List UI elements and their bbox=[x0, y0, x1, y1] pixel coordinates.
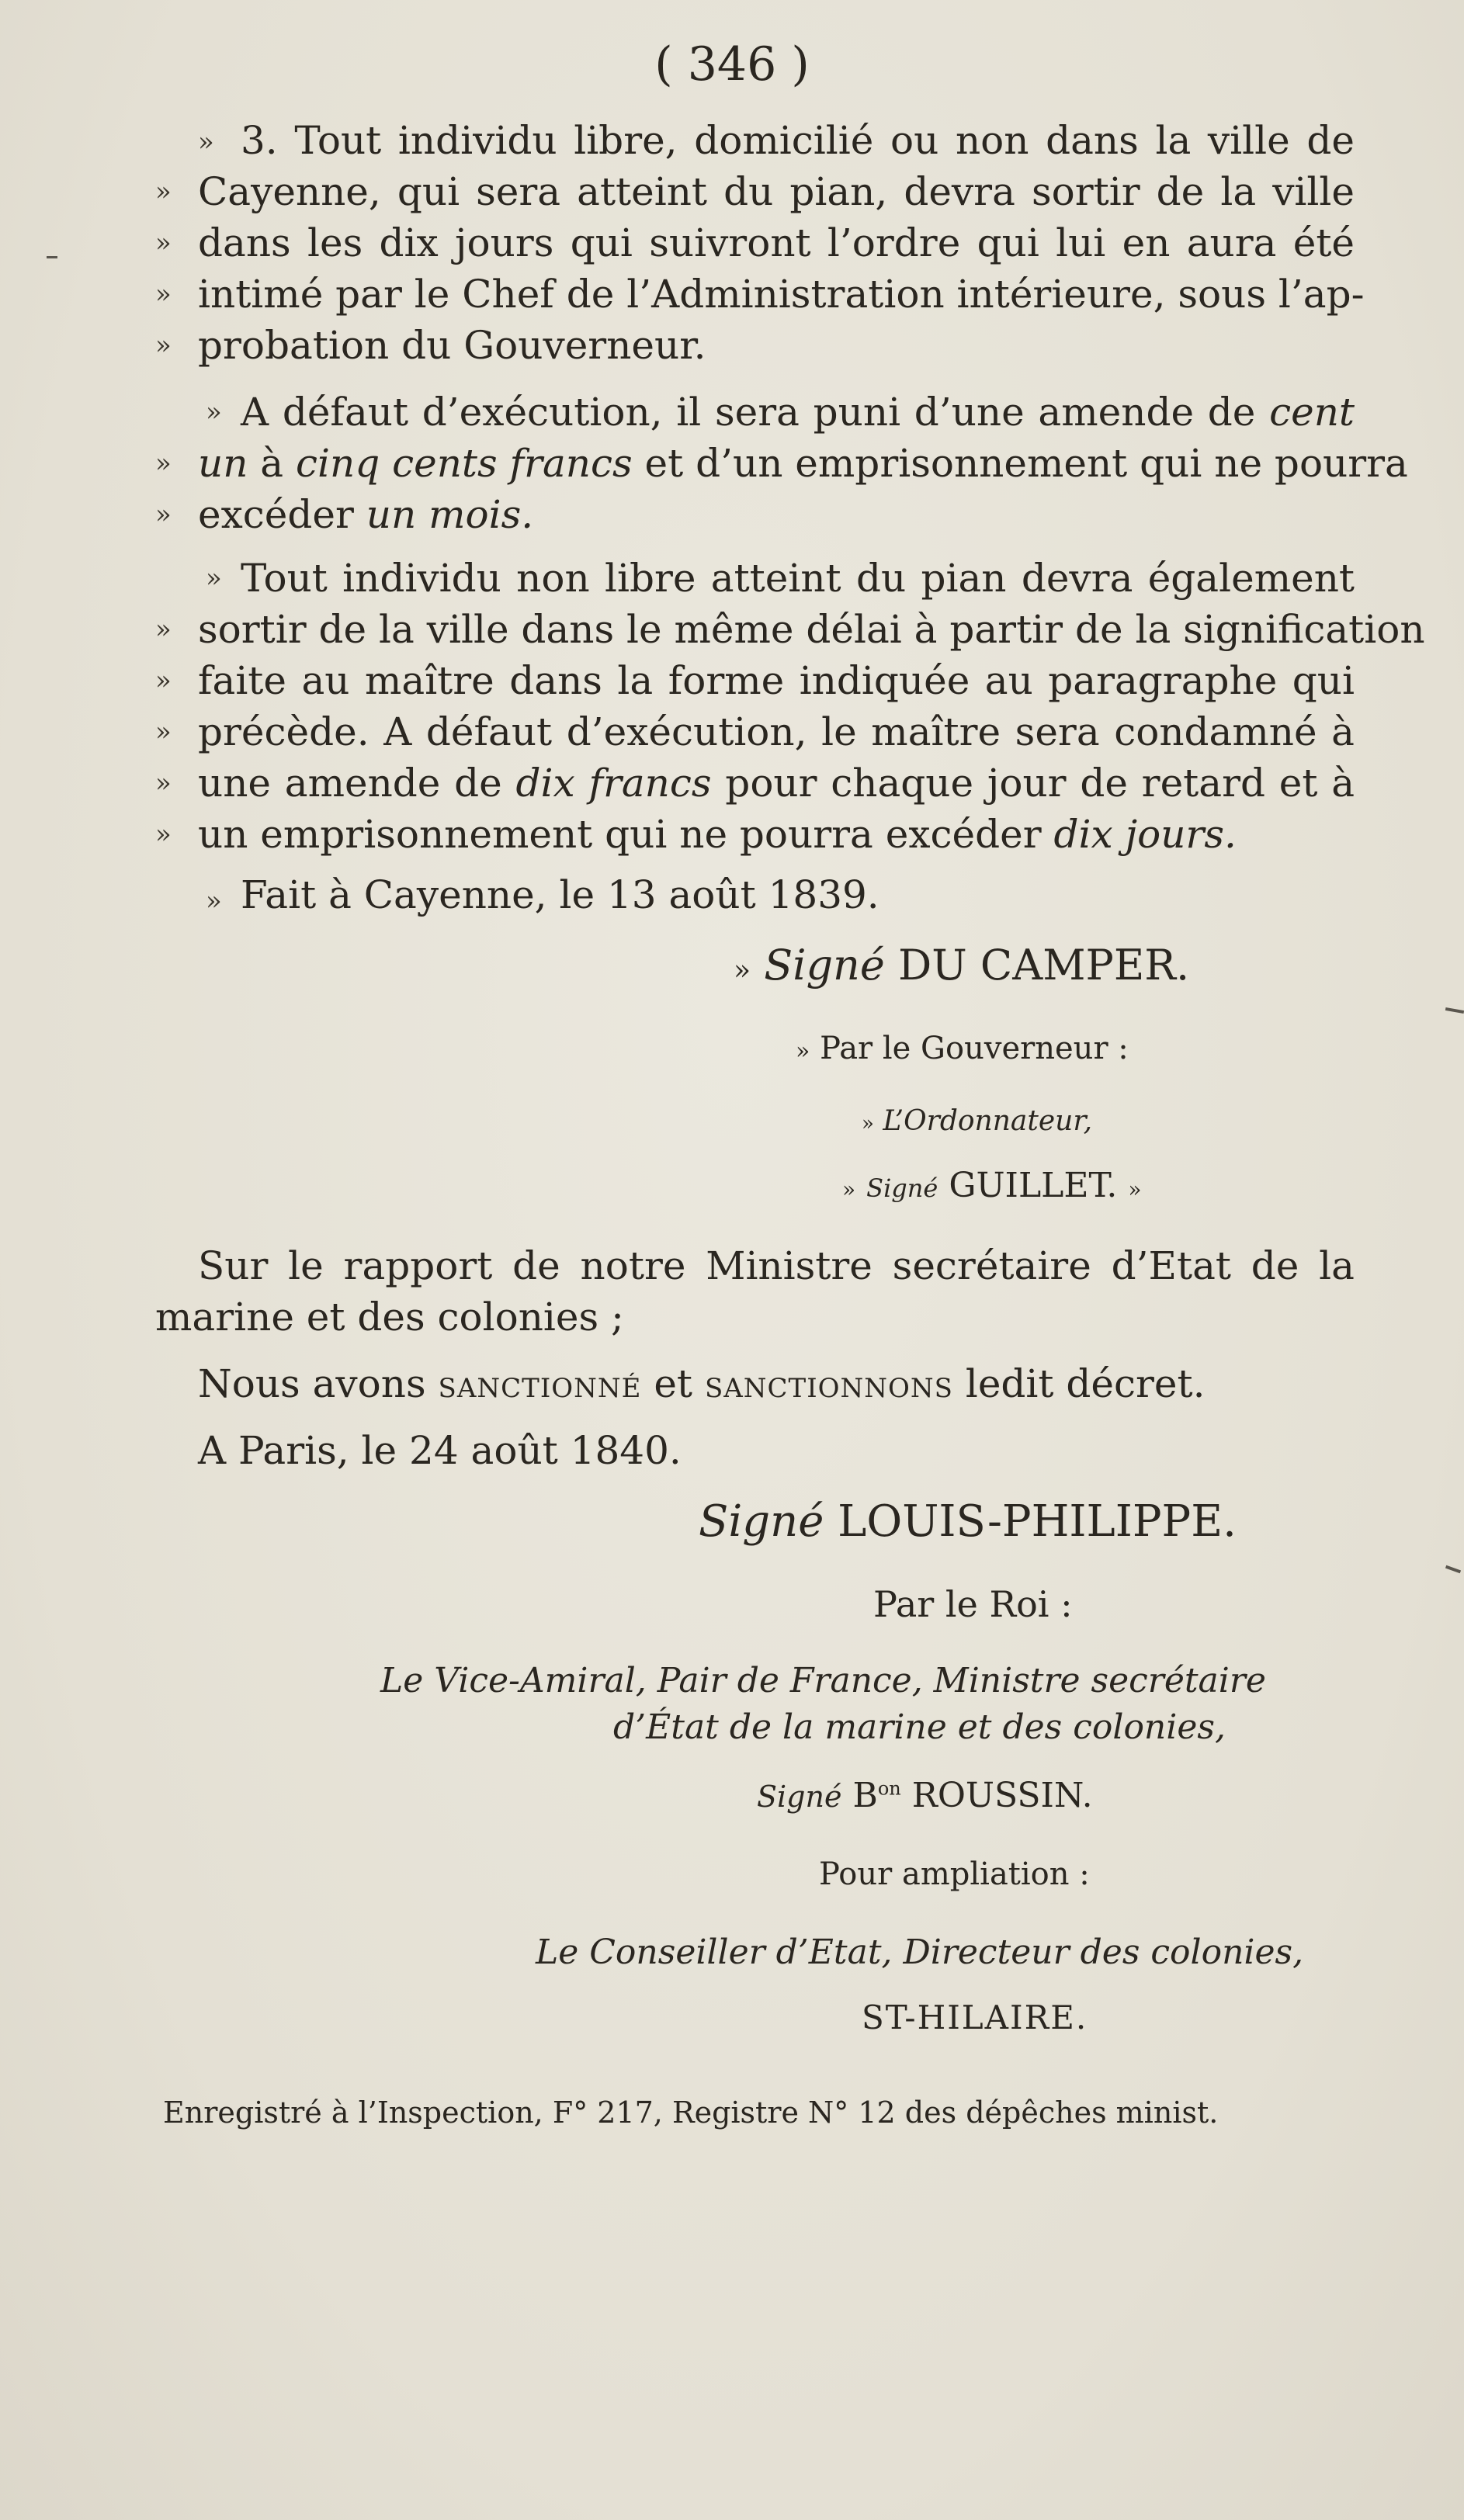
paris-date: A Paris, le 24 août 1840. bbox=[198, 1428, 682, 1473]
par-le-gouverneur: » Par le Gouverneur : bbox=[796, 1031, 1129, 1066]
date-line: Fait à Cayenne, le 13 août 1839. bbox=[241, 872, 879, 917]
pour-ampliation: Pour ampliation : bbox=[819, 1856, 1090, 1892]
body-line: excéder un mois. bbox=[198, 492, 534, 537]
conseiller-line: Le Conseiller d’Etat, Directeur des colonies, bbox=[536, 1932, 1304, 1972]
quote-mark: » bbox=[155, 819, 172, 850]
body-line: sortir de la ville dans le même délai à partir de la signification bbox=[198, 607, 1425, 652]
quote-mark: » bbox=[206, 886, 222, 917]
body-line: A défaut d’exécution, il sera puni d’une amende de cent bbox=[241, 390, 1355, 435]
body-line: Tout individu non libre atteint du pian devra également bbox=[241, 556, 1355, 601]
quote-mark: » bbox=[155, 499, 172, 530]
sanction-line: Nous avons SANCTIONNÉ et SANCTIONNONS ledit décret. bbox=[198, 1361, 1206, 1406]
footer-registration: Enregistré à l’Inspection, F° 217, Registre N° 12 des dépêches minist. bbox=[163, 2095, 1219, 2130]
par-le-roi: Par le Roi : bbox=[873, 1583, 1073, 1625]
quote-mark: » bbox=[155, 768, 172, 799]
body-line: Cayenne, qui sera atteint du pian, devra sortir de la ville bbox=[198, 169, 1355, 214]
body-line: intimé par le Chef de l’Administration intérieure, sous l’ap- bbox=[198, 272, 1365, 317]
ordonnateur: » L’Ordonnateur, bbox=[862, 1105, 1093, 1137]
quote-mark: » bbox=[206, 563, 222, 594]
quote-mark: » bbox=[155, 665, 172, 696]
quote-mark: » bbox=[198, 127, 214, 158]
vice-amiral-line: d’État de la marine et des colonies, bbox=[613, 1707, 1226, 1747]
quote-mark: » bbox=[155, 448, 172, 479]
page-number: ( 346 ) bbox=[654, 37, 810, 92]
rapport-line: marine et des colonies ; bbox=[155, 1295, 624, 1340]
signature-camper: » Signé DU CAMPER. bbox=[734, 941, 1190, 990]
signature-roussin: Signé $B^{on}$ ROUSSIN. bbox=[757, 1776, 1093, 1815]
rapport-line: Sur le rapport de notre Ministre secrétaire d’Etat de la bbox=[198, 1243, 1355, 1288]
body-line: dans les dix jours qui suivront l’ordre qui lui en aura été bbox=[198, 220, 1355, 265]
edge-mark bbox=[47, 256, 57, 258]
body-line: un emprisonnement qui ne pourra excéder dix jours. bbox=[198, 812, 1237, 857]
signature-guillet: » Signé GUILLET. » bbox=[842, 1166, 1142, 1205]
body-line: probation du Gouverneur. bbox=[198, 323, 706, 368]
quote-mark: » bbox=[155, 227, 172, 258]
vice-amiral-line: Le Vice-Amiral, Pair de France, Ministre secrétaire bbox=[380, 1661, 1266, 1700]
body-line: faite au maître dans la forme indiquée au paragraphe qui bbox=[198, 658, 1355, 703]
quote-mark: » bbox=[155, 614, 172, 645]
quote-mark: » bbox=[206, 397, 222, 428]
edge-mark bbox=[1445, 1007, 1464, 1014]
quote-mark: » bbox=[155, 176, 172, 207]
body-line: 3. Tout individu libre, domicilié ou non dans la ville de bbox=[241, 118, 1355, 163]
quote-mark: » bbox=[155, 279, 172, 310]
body-line: précède. A défaut d’exécution, le maître sera condamné à bbox=[198, 709, 1355, 754]
signature-hilaire: ST-HILAIRE. bbox=[862, 1998, 1088, 2036]
quote-mark: » bbox=[155, 330, 172, 361]
body-line: un à cinq cents francs et d’un emprisonnement qui ne pourra bbox=[198, 441, 1408, 486]
body-line: une amende de dix francs pour chaque jour de retard et à bbox=[198, 761, 1355, 806]
signature-king: Signé LOUIS-PHILIPPE. bbox=[699, 1496, 1237, 1547]
edge-mark bbox=[1445, 1565, 1461, 1574]
quote-mark: » bbox=[155, 716, 172, 747]
